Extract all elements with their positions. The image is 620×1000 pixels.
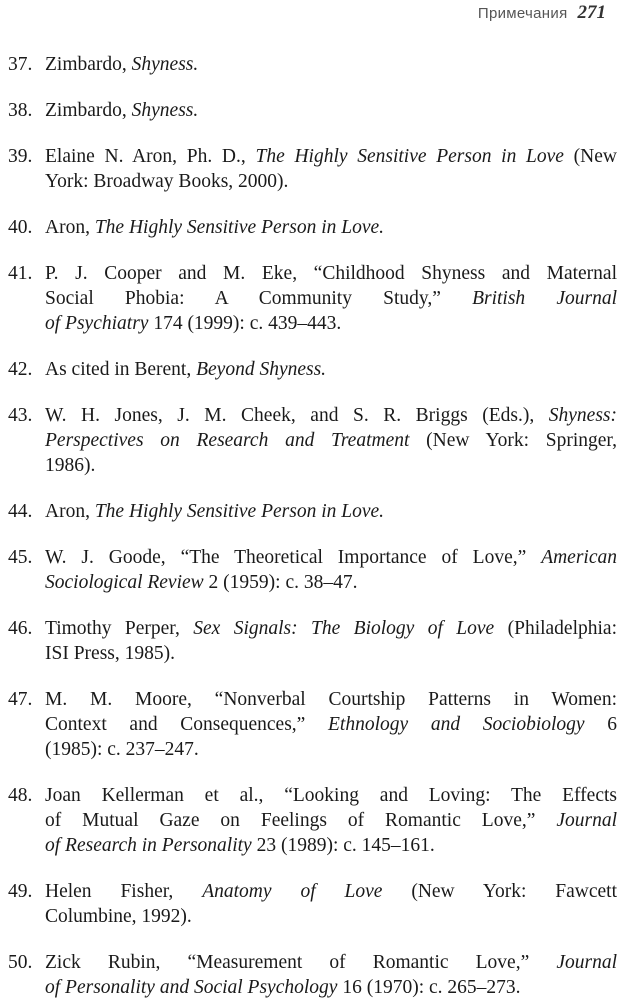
note-item <box>0 545 620 595</box>
citation-text: Timothy Perper, <box>45 618 194 639</box>
note-item <box>0 215 620 240</box>
note-number: 47. <box>8 689 33 710</box>
note-line <box>45 144 617 169</box>
citation-text: (Philadelphia: <box>494 618 617 639</box>
note-item <box>0 261 620 336</box>
note-number: 41. <box>8 263 33 284</box>
citation-text: 174 (1999): c. 439–443. <box>148 313 342 334</box>
citation-text: York: Broadway Books, 2000). <box>45 171 289 192</box>
note-line <box>45 616 617 641</box>
note-number: 40. <box>8 217 33 238</box>
citation-text: ISI Press, 1985). <box>45 643 175 664</box>
italic-title-text: Ethnology and Sociobiology <box>328 714 585 735</box>
note-number: 44. <box>8 501 33 522</box>
italic-title-text: of Personality and Social Psychology <box>45 977 338 998</box>
citation-text: M. M. Moore, “Nonverbal Courtship Patterns in Women: <box>45 689 617 710</box>
note-line <box>45 687 617 712</box>
italic-title-text: Anatomy of Love <box>202 881 383 902</box>
note-line <box>45 261 617 286</box>
running-title: Примечания <box>477 5 568 22</box>
note-line <box>45 545 617 570</box>
italic-title-text: Perspectives on Research and Treatment <box>45 430 410 451</box>
citation-text: P. J. Cooper and M. Eke, “Childhood Shyness and Maternal <box>45 263 617 284</box>
citation-text: (1985): c. 237–247. <box>45 739 199 760</box>
note-number: 39. <box>8 146 33 167</box>
citation-text: 1986). <box>45 455 96 476</box>
note-line <box>45 879 617 904</box>
note-number: 48. <box>8 785 33 806</box>
italic-title-text: The Highly Sensitive Person in Love. <box>94 217 385 238</box>
note-item <box>0 52 620 77</box>
citation-text: As cited in Berent, <box>45 359 197 380</box>
italic-title-text: American <box>541 547 617 568</box>
note-number: 46. <box>8 618 33 639</box>
note-item <box>0 144 620 194</box>
note-line <box>45 570 617 595</box>
citation-text: Columbine, 1992). <box>45 906 192 927</box>
note-item <box>0 98 620 123</box>
citation-text: Social Phobia: A Community Study,” <box>45 288 473 309</box>
citation-text: Zimbardo, <box>45 100 132 121</box>
note-item <box>0 783 620 858</box>
page-number: 271 <box>577 2 606 23</box>
note-line <box>45 357 617 382</box>
note-line <box>45 737 617 762</box>
note-line <box>45 950 617 975</box>
note-line <box>45 975 617 1000</box>
italic-title-text: The Highly Sensitive Person in Love. <box>94 501 385 522</box>
citation-text: (New York: Fawcett <box>382 881 617 902</box>
note-number: 38. <box>8 100 33 121</box>
note-number: 37. <box>8 54 33 75</box>
citation-text: Joan Kellerman et al., “Looking and Loving: The Effects <box>45 785 617 806</box>
citation-text: (New <box>563 146 617 167</box>
citation-text: W. J. Goode, “The Theoretical Importance of Love,” <box>45 547 542 568</box>
citation-text: Elaine N. Aron, Ph. D., <box>45 146 256 167</box>
note-line <box>45 311 617 336</box>
italic-title-text: The Highly Sensitive Person in Love <box>255 146 564 167</box>
running-head <box>478 2 606 24</box>
citation-text: Aron, <box>45 217 95 238</box>
note-line <box>45 169 617 194</box>
citation-text: Aron, <box>45 501 95 522</box>
note-item <box>0 616 620 666</box>
note-line <box>45 712 617 737</box>
citation-text: 2 (1959): c. 38–47. <box>203 572 358 593</box>
note-number: 42. <box>8 359 33 380</box>
note-line <box>45 453 617 478</box>
note-line <box>45 286 617 311</box>
note-item <box>0 499 620 524</box>
note-line <box>45 98 617 123</box>
citation-text: Zick Rubin, “Measurement of Romantic Love,” <box>45 952 557 973</box>
note-line <box>45 428 617 453</box>
italic-title-text: Shyness. <box>131 100 199 121</box>
note-item <box>0 879 620 929</box>
citation-text: Context and Consequences,” <box>45 714 329 735</box>
note-line <box>45 52 617 77</box>
italic-title-text: Sex Signals: The Biology of Love <box>193 618 495 639</box>
italic-title-text: Shyness. <box>131 54 199 75</box>
italic-title-text: British Journal <box>472 288 617 309</box>
citation-text: 6 <box>584 714 617 735</box>
italic-title-text: Shyness: <box>548 405 617 426</box>
note-item <box>0 403 620 478</box>
note-line <box>45 403 617 428</box>
note-number: 50. <box>8 952 33 973</box>
citation-text: 16 (1970): c. 265–273. <box>337 977 521 998</box>
italic-title-text: Journal <box>556 952 617 973</box>
citation-text: 23 (1989): c. 145–161. <box>251 835 435 856</box>
citation-text: W. H. Jones, J. M. Cheek, and S. R. Briggs (Eds.), <box>45 405 549 426</box>
citation-text: of Mutual Gaze on Feelings of Romantic Love,” <box>45 810 557 831</box>
note-line <box>45 833 617 858</box>
note-number: 45. <box>8 547 33 568</box>
citation-text: (New York: Springer, <box>409 430 617 451</box>
note-line <box>45 499 617 524</box>
italic-title-text: Journal <box>556 810 617 831</box>
note-line <box>45 641 617 666</box>
italic-title-text: Sociological Review <box>45 572 204 593</box>
note-number: 49. <box>8 881 33 902</box>
citation-text: Zimbardo, <box>45 54 132 75</box>
italic-title-text: Beyond Shyness. <box>196 359 327 380</box>
note-line <box>45 808 617 833</box>
note-number: 43. <box>8 405 33 426</box>
italic-title-text: of Psychiatry <box>45 313 149 334</box>
note-item <box>0 950 620 1000</box>
note-line <box>45 783 617 808</box>
note-line <box>45 215 617 240</box>
citation-text: Helen Fisher, <box>45 881 203 902</box>
note-line <box>45 904 617 929</box>
italic-title-text: of Research in Personality <box>45 835 252 856</box>
note-item <box>0 357 620 382</box>
note-item <box>0 687 620 762</box>
